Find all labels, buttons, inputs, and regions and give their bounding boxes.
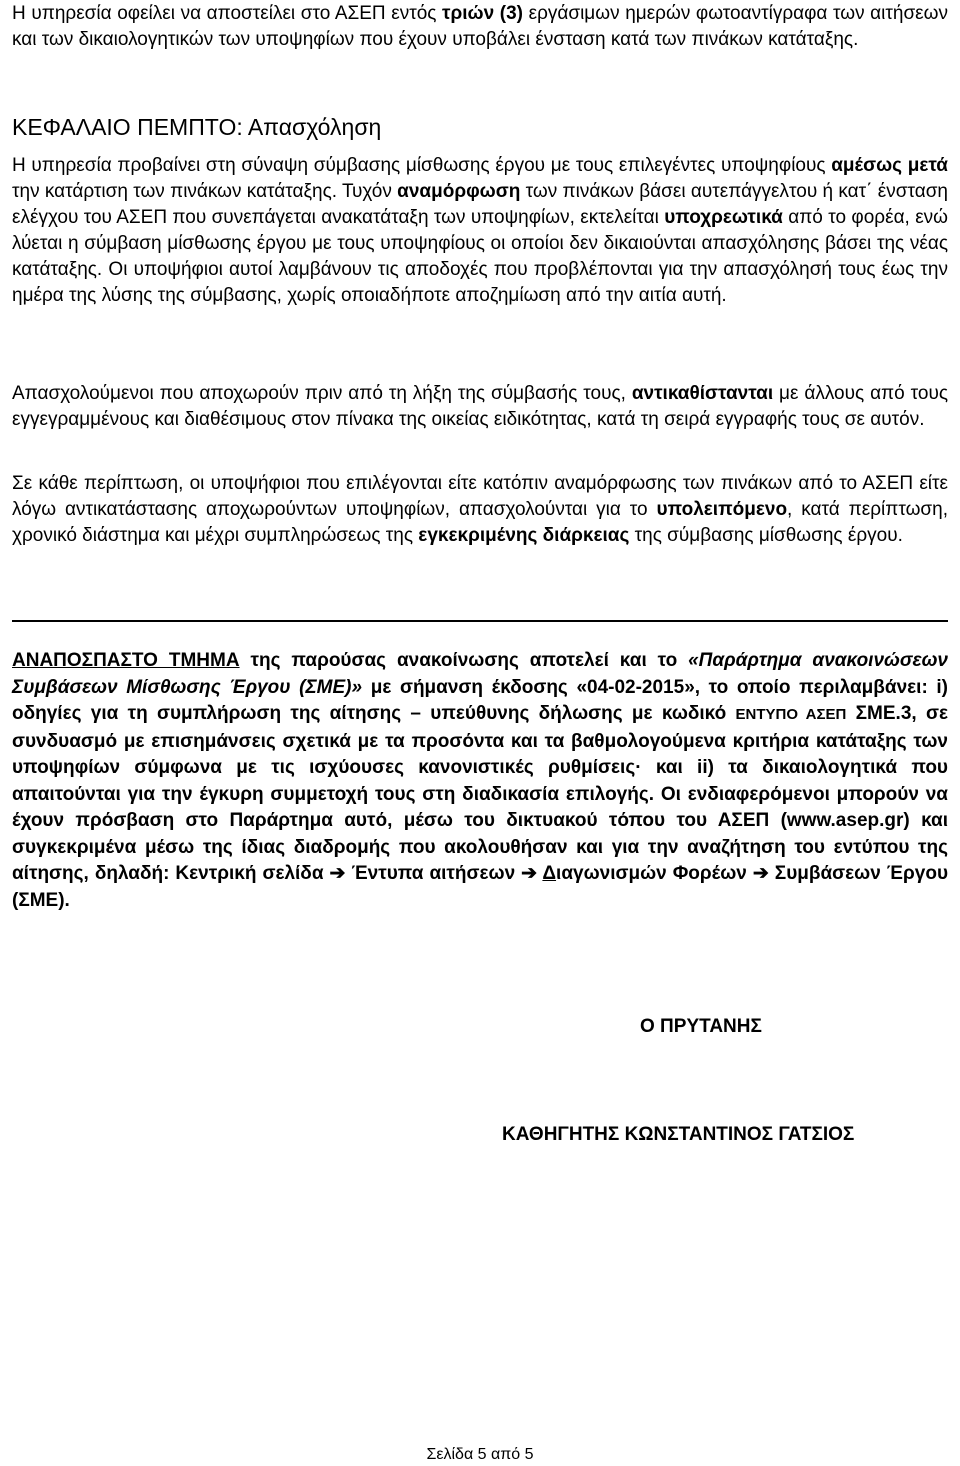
arrow-icon: ➔ [752,863,769,884]
text: την κατάρτιση των πινάκων κατάταξης. Τυχόν [12,181,398,202]
text: Έντυπα αιτήσεων [345,863,522,884]
paragraph-objections [12,1,948,53]
arrow-icon: ➔ [329,863,346,884]
bold-text: αντικαθίστανται [631,383,774,404]
text: , κατά περίπτωση, χρονικό διάστημα και μέχρι συμπληρώσεως της [12,499,948,546]
text: εργάσιμων ημερών φωτοαντίγραφα των αιτήσεων και των δικαιολογητικών των υποψηφίων που έχουν υποβάλει ένσταση κατά των πινάκων κατάταξης. [12,3,948,50]
text: Απασχολούμενοι που αποχωρούν πριν από τη λήξη της σύμβασής τους, [12,383,632,404]
text: από το φορέα, ενώ λύεται η σύμβαση μίσθωσης έργου με τους υποψηφίους οι οποίοι δεν δικαιούνται απασχόλησης βάσει της νέας κατάταξης. Οι υποψήφιοι αυτοί λαμβάνουν τις αποδοχές που προβλέπονται για την απασχόλησή τους έως την ημέρα της λύσης της σύμβασης, χωρίς οποιαδήποτε αποζημίωση από την αιτία αυτή. [12,207,949,306]
section-divider [12,620,948,622]
paragraph-annex [12,648,948,914]
bold-text: αναμόρφωση [397,181,521,202]
text: της παρούσας ανακοίνωσης αποτελεί και το [239,650,689,671]
text: των πινάκων βάσει αυτεπάγγελτου ή κατ΄ ένσταση ελέγχου του ΑΣΕΠ που συνεπάγεται ανακατάταξη των υποψηφίων, εκτελείται [12,181,948,228]
text: Η υπηρεσία προβαίνει στη σύναψη σύμβασης μίσθωσης έργου με τους επιλεγέντες υποψηφίους [12,155,832,176]
bold-text: υποχρεωτικά [664,207,783,228]
underlined-text: ΑΝΑΠΟΣΠΑΣΤΟ ΤΜΗΜΑ [12,650,240,671]
text: Σε κάθε περίπτωση, οι υποψήφιοι που επιλέγονται είτε κατόπιν αναμόρφωσης των πινάκων από το ΑΣΕΠ είτε λόγω αντικατάστασης αποχωρούντων υποψηφίων, απασχολούνται για το [12,473,948,520]
bold-text: εγκεκριμένης διάρκειας [418,525,630,546]
bold-text: υπολειπόμενο [656,499,788,520]
page-number: Σελίδα 5 από 5 [426,1446,534,1463]
paragraph-replacement [12,381,948,433]
text: Συμβάσεων Έργου (ΣΜΕ). [12,863,948,911]
chapter-heading: ΚΕΦΑΛΑΙΟ ΠΕΜΠΤΟ: Απασχόληση [12,114,382,140]
text: Η υπηρεσία οφείλει να αποστείλει στο ΑΣΕΠ εντός [12,3,443,24]
signature-name: ΚΑΘΗΓΗΤΗΣ ΚΩΝΣΤΑΝΤΙΝΟΣ ΓΑΤΣΙΟΣ [502,1124,855,1145]
text: με άλλους από τους εγγεγραμμένους και διαθέσιμους στον πίνακα της οικείας ειδικότητας, κατά τη σειρά εγγραφής τους σε αυτόν. [12,383,948,430]
text: ιαγωνισμών Φορέων [556,863,753,884]
underlined-text: Δ [542,863,557,884]
italic-text: «Παράρτημα ανακοινώσεων Συμβάσεων Μίσθωσης Έργου (ΣΜΕ)» [12,650,948,698]
text: με σήμανση έκδοσης «04-02-2015», το οποίο περιλαμβάνει: i) οδηγίες για τη συμπλήρωση της αίτησης – υπεύθυνης δήλωσης με κωδικό [12,676,949,724]
text: ΣΜΕ.3, σε συνδυασμό με επισημάνσεις σχετικά με τα προσόντα και τα βαθμολογούμενα κριτήρια κατάταξης των υποψηφίων σύμφωνα με τις ισχύουσες κανονιστικές ρυθμίσεις· και ii) τα δικαιολογητικά που απαιτούνται για την έγκυρη συμμετοχή τους στη διαδικασία επιλογής. Οι ενδιαφερόμενοι μπορούν να έχουν πρόσβαση στο Παράρτημα αυτό, μέσω του δικτυακού τόπου του ΑΣΕΠ (www.asep.gr) και συγκεκριμένα μέσω της ίδιας διαδρομής που ακολουθήσαν και για την αναζήτηση του εντύπου της αίτησης, δηλαδή: Κεντρική σελίδα [12,703,948,884]
paragraph-remaining-period [12,471,948,549]
arrow-icon: ➔ [521,863,538,884]
bold-text: τριών (3) [442,3,523,24]
text: της σύμβασης μίσθωσης έργου. [629,525,903,546]
paragraph-employment [12,153,948,309]
bold-text: αμέσως μετά [831,155,948,176]
text: ΕΝΤΥΠΟ ΑΣΕΠ [735,706,847,723]
signature-title: Ο ΠΡΥΤΑΝΗΣ [640,1016,762,1037]
